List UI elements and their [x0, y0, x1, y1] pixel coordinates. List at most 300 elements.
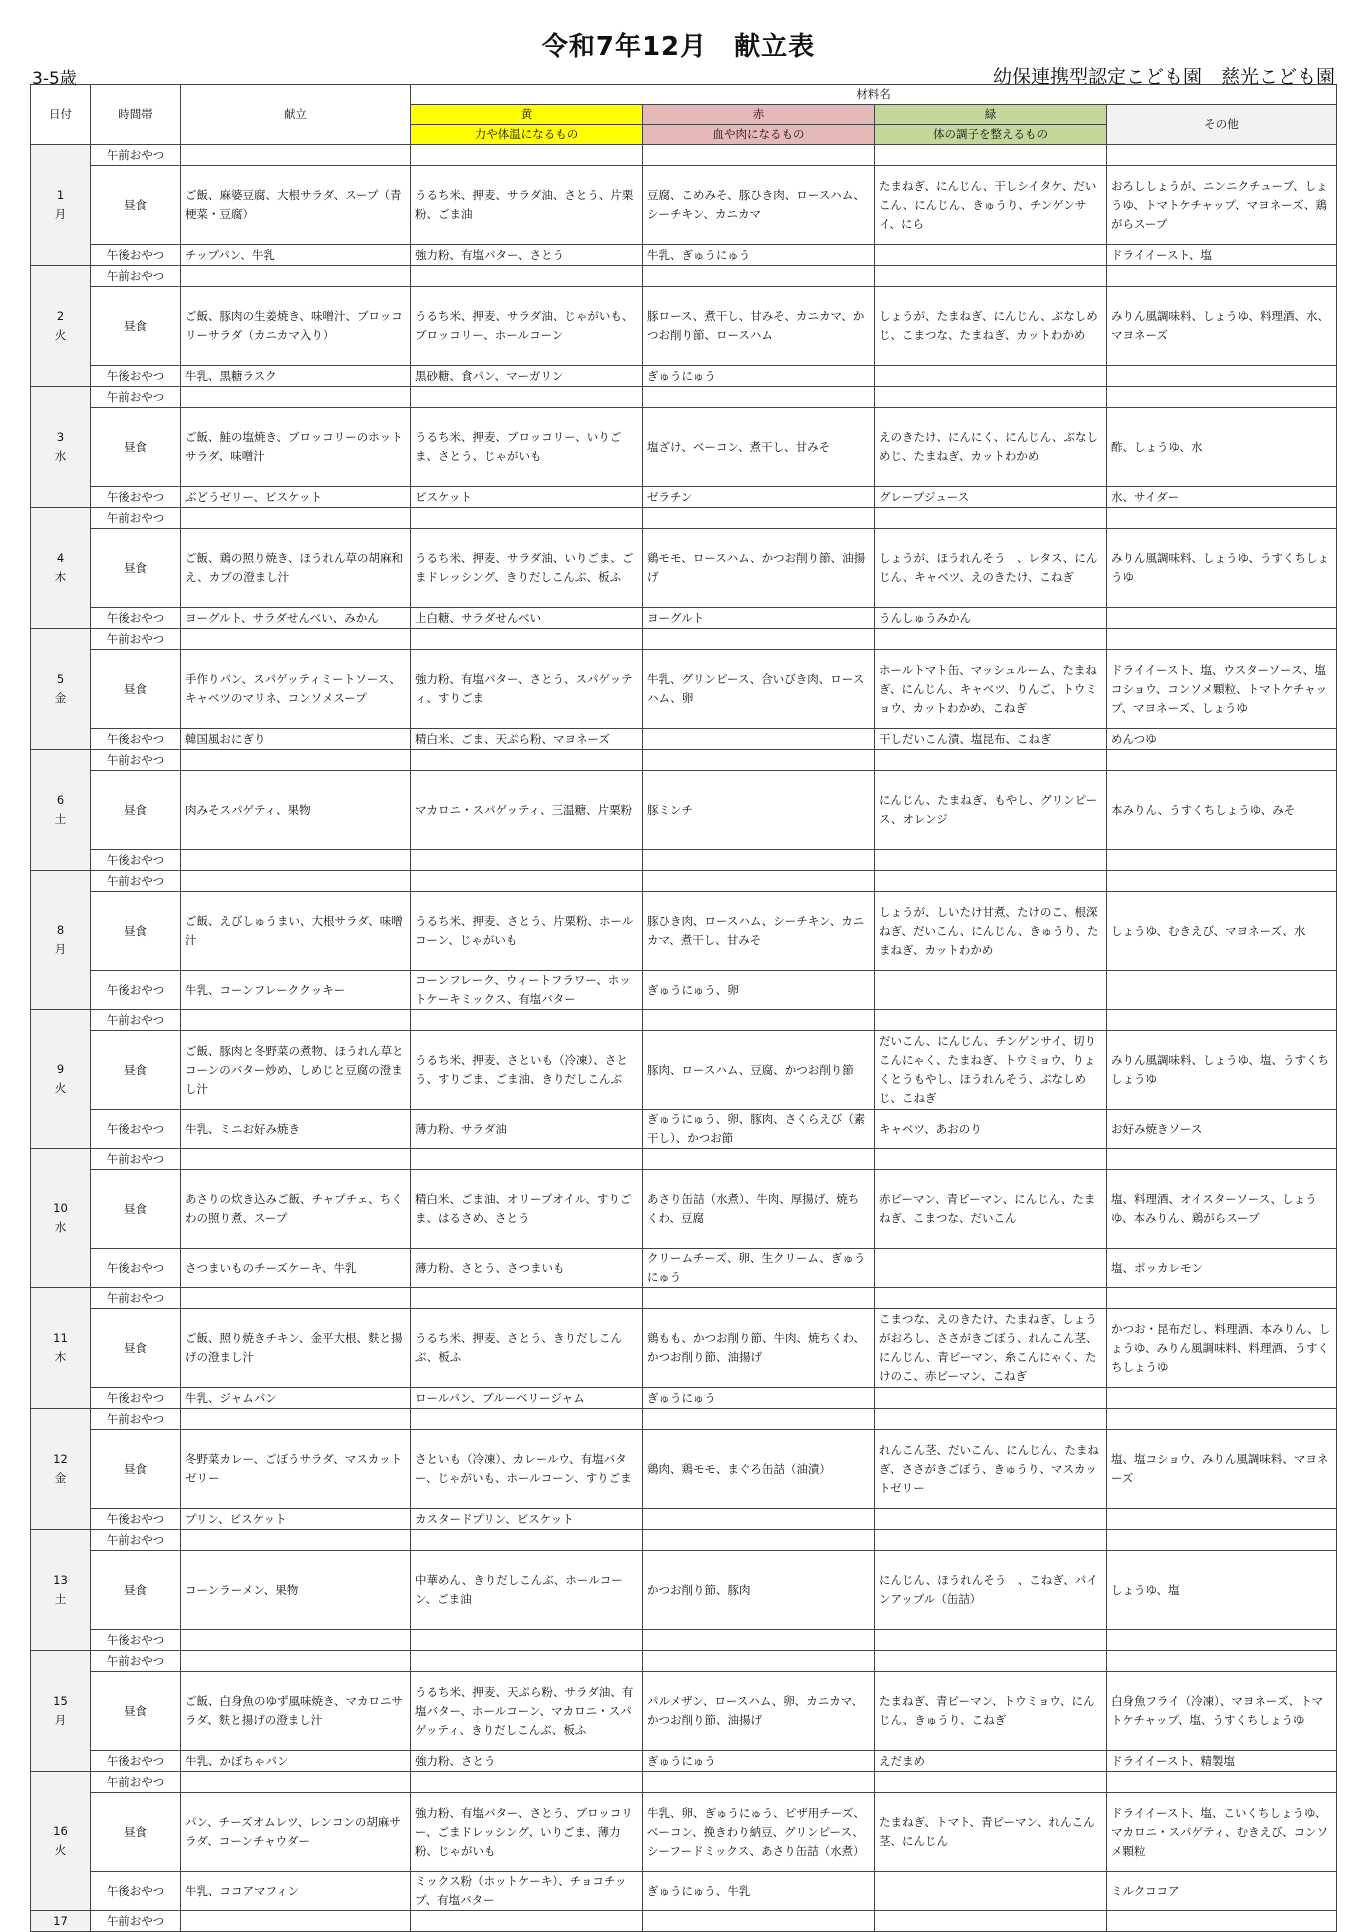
lunch-red-ingredients: 豚肉、ロースハム、豆腐、かつお削り節: [643, 1031, 875, 1110]
empty-cell: [643, 750, 875, 771]
lunch-green-ingredients: たまねぎ、青ピーマン、トウミョウ、にんじん、きゅうり、こねぎ: [875, 1672, 1107, 1751]
lunch-other-ingredients: かつお・昆布だし、料理酒、本みりん、しょうゆ、みりん風調味料、料理酒、うすくちしょうゆ: [1107, 1309, 1337, 1388]
school-name: 幼保連携型認定こども園 慈光こども園: [992, 66, 1335, 88]
empty-cell: [181, 871, 411, 892]
pm-green-ingredients: えだまめ: [875, 1751, 1107, 1772]
lunch-yellow-ingredients: マカロニ・スパゲッティ、三温糖、片栗粉: [411, 771, 643, 850]
empty-cell: [643, 266, 875, 287]
table-row: [31, 1409, 1337, 1430]
empty-cell: [1107, 508, 1337, 529]
table-row: [31, 366, 1337, 387]
date-number: 2: [56, 309, 65, 323]
table-row: [31, 1509, 1337, 1530]
pm-green-ingredients: [875, 1509, 1107, 1530]
time-pm: 午後おやつ: [91, 1249, 181, 1288]
empty-cell: [643, 145, 875, 166]
table-row: [31, 892, 1337, 971]
empty-cell: [875, 1772, 1107, 1793]
lunch-menu: コーンラーメン、果物: [181, 1551, 411, 1630]
date-cell: [31, 1409, 91, 1530]
pm-yellow-ingredients: ミックス粉（ホットケーキ）、チョコチップ、有塩バター: [411, 1872, 643, 1911]
empty-cell: [411, 629, 643, 650]
table-row: [31, 871, 1337, 892]
empty-cell: [1107, 750, 1337, 771]
time-pm: 午後おやつ: [91, 971, 181, 1010]
date-weekday: 金: [54, 1471, 67, 1485]
header-yellow: 黄: [411, 105, 643, 125]
table-row: [31, 1530, 1337, 1551]
lunch-yellow-ingredients: うるち米、押麦、さといも（冷凍）、さとう、すりごま、ごま油、きりだしこんぶ: [411, 1031, 643, 1110]
time-pm: 午後おやつ: [91, 1388, 181, 1409]
empty-cell: [1107, 145, 1337, 166]
lunch-other-ingredients: みりん風調味料、しょうゆ、塩、うすくちしょうゆ: [1107, 1031, 1337, 1110]
header-ingredients: 材料名: [411, 85, 1337, 105]
lunch-menu: あさりの炊き込みご飯、チャプチェ、ちくわの照り煮、スープ: [181, 1170, 411, 1249]
pm-green-ingredients: [875, 366, 1107, 387]
lunch-menu: 手作りパン、スパゲッティミートソース、キャベツのマリネ、コンソメスープ: [181, 650, 411, 729]
date-weekday: 水: [54, 449, 67, 463]
time-am: 午前おやつ: [91, 871, 181, 892]
empty-cell: [181, 750, 411, 771]
date-weekday: 土: [54, 1592, 67, 1606]
header-time: 時間帯: [91, 85, 181, 145]
pm-yellow-ingredients: ロールパン、ブルーベリージャム: [411, 1388, 643, 1409]
lunch-red-ingredients: 豚ひき肉、ロースハム、シーチキン、カニカマ、煮干し、甘みそ: [643, 892, 875, 971]
table-row: [31, 1010, 1337, 1031]
table-row: [31, 487, 1337, 508]
pm-red-ingredients: ぎゅうにゅう: [643, 1388, 875, 1409]
date-number: 4: [56, 551, 65, 565]
date-cell: [31, 1010, 91, 1149]
empty-cell: [875, 1010, 1107, 1031]
table-row: [31, 287, 1337, 366]
table-row: [31, 771, 1337, 850]
pm-other-ingredients: [1107, 1388, 1337, 1409]
header-menu: 献立: [181, 85, 411, 145]
date-cell: [31, 1149, 91, 1288]
empty-cell: [875, 1288, 1107, 1309]
time-am: 午前おやつ: [91, 1149, 181, 1170]
lunch-other-ingredients: みりん風調味料、しょうゆ、料理酒、水、マヨネーズ: [1107, 287, 1337, 366]
date-weekday: 月: [54, 207, 67, 221]
empty-cell: [411, 1651, 643, 1672]
table-row: [31, 145, 1337, 166]
time-lunch: 昼食: [91, 1430, 181, 1509]
empty-cell: [1107, 266, 1337, 287]
pm-menu: [181, 850, 411, 871]
header-red: 赤: [643, 105, 875, 125]
lunch-yellow-ingredients: うるち米、押麦、さとう、片栗粉、ホールコーン、じゃがいも: [411, 892, 643, 971]
date-cell: [31, 629, 91, 750]
time-lunch: 昼食: [91, 1031, 181, 1110]
pm-red-ingredients: [643, 729, 875, 750]
table-row: [31, 1872, 1337, 1911]
empty-cell: [643, 1149, 875, 1170]
date-cell: [31, 508, 91, 629]
time-lunch: 昼食: [91, 892, 181, 971]
time-pm: 午後おやつ: [91, 1872, 181, 1911]
pm-red-ingredients: ぎゅうにゅう: [643, 366, 875, 387]
lunch-menu: ご飯、麻婆豆腐、大根サラダ、スープ（青梗菜・豆腐）: [181, 166, 411, 245]
empty-cell: [643, 629, 875, 650]
time-lunch: 昼食: [91, 1672, 181, 1751]
date-cell: [31, 1651, 91, 1772]
empty-cell: [643, 387, 875, 408]
pm-menu: チップパン、牛乳: [181, 245, 411, 266]
lunch-menu: ご飯、豚肉と冬野菜の煮物、ほうれん草とコーンのバター炒め、しめじと豆腐の澄まし汁: [181, 1031, 411, 1110]
pm-yellow-ingredients: コーンフレーク、ウィートフラワー、ホットケーキミックス、有塩バター: [411, 971, 643, 1010]
empty-cell: [411, 508, 643, 529]
pm-menu: ヨーグルト、サラダせんべい、みかん: [181, 608, 411, 629]
time-am: 午前おやつ: [91, 1651, 181, 1672]
date-cell: [31, 871, 91, 1010]
empty-cell: [875, 1409, 1107, 1430]
pm-yellow-ingredients: 黒砂糖、食パン、マーガリン: [411, 366, 643, 387]
header-red-sub: 血や肉になるもの: [643, 125, 875, 145]
time-am: 午前おやつ: [91, 1911, 181, 1932]
time-lunch: 昼食: [91, 1793, 181, 1872]
empty-cell: [1107, 1772, 1337, 1793]
lunch-red-ingredients: 豚ロース、煮干し、甘みそ、カニカマ、かつお削り節、ロースハム: [643, 287, 875, 366]
empty-cell: [1107, 871, 1337, 892]
lunch-other-ingredients: しょうゆ、塩: [1107, 1551, 1337, 1630]
table-row: [31, 1672, 1337, 1751]
pm-other-ingredients: 塩、ポッカレモン: [1107, 1249, 1337, 1288]
header-green: 緑: [875, 105, 1107, 125]
empty-cell: [181, 1409, 411, 1430]
time-lunch: 昼食: [91, 1170, 181, 1249]
time-pm: 午後おやつ: [91, 1751, 181, 1772]
pm-yellow-ingredients: 薄力粉、さとう、さつまいも: [411, 1249, 643, 1288]
time-lunch: 昼食: [91, 408, 181, 487]
lunch-other-ingredients: ドライイースト、塩、ウスターソース、塩コショウ、コンソメ顆粒、トマトケチャップ、マヨネーズ、しょうゆ: [1107, 650, 1337, 729]
time-lunch: 昼食: [91, 529, 181, 608]
pm-green-ingredients: [875, 971, 1107, 1010]
empty-cell: [411, 871, 643, 892]
time-am: 午前おやつ: [91, 1288, 181, 1309]
empty-cell: [411, 266, 643, 287]
lunch-menu: ご飯、えびしゅうまい、大根サラダ、味噌汁: [181, 892, 411, 971]
menu-table: [30, 84, 1337, 1932]
empty-cell: [181, 1530, 411, 1551]
time-pm: 午後おやつ: [91, 487, 181, 508]
time-am: 午前おやつ: [91, 266, 181, 287]
date-weekday: 火: [54, 328, 67, 342]
table-row: [31, 1430, 1337, 1509]
pm-other-ingredients: めんつゆ: [1107, 729, 1337, 750]
empty-cell: [1107, 387, 1337, 408]
pm-green-ingredients: [875, 1630, 1107, 1651]
header-yellow-sub: 力や体温になるもの: [411, 125, 643, 145]
lunch-green-ingredients: しょうが、ほうれんそう 、レタス、にんじん、キャベツ、えのきたけ、こねぎ: [875, 529, 1107, 608]
lunch-green-ingredients: たまねぎ、にんじん、干しシイタケ、だいこん、にんじん、きゅうり、チンゲンサイ、にら: [875, 166, 1107, 245]
pm-red-ingredients: [643, 1509, 875, 1530]
lunch-menu: ご飯、鶏の照り焼き、ほうれん草の胡麻和え、カブの澄まし汁: [181, 529, 411, 608]
lunch-menu: 冬野菜カレー、ごぼうサラダ、マスカットゼリー: [181, 1430, 411, 1509]
empty-cell: [411, 1530, 643, 1551]
date-weekday: 木: [54, 1350, 67, 1364]
pm-red-ingredients: クリームチーズ、卵、生クリーム、ぎゅうにゅう: [643, 1249, 875, 1288]
table-row: [31, 729, 1337, 750]
time-am: 午前おやつ: [91, 1530, 181, 1551]
lunch-yellow-ingredients: うるち米、押麦、サラダ油、さとう、片栗粉、ごま油: [411, 166, 643, 245]
table-row: [31, 245, 1337, 266]
empty-cell: [181, 1010, 411, 1031]
empty-cell: [1107, 1530, 1337, 1551]
header-date: 日付: [31, 85, 91, 145]
lunch-green-ingredients: ホールトマト缶、マッシュルーム、たまねぎ、にんじん、キャベツ、りんご、トウミョウ、カットわかめ、こねぎ: [875, 650, 1107, 729]
pm-green-ingredients: うんしゅうみかん: [875, 608, 1107, 629]
empty-cell: [875, 750, 1107, 771]
empty-cell: [1107, 1010, 1337, 1031]
pm-other-ingredients: [1107, 366, 1337, 387]
time-am: 午前おやつ: [91, 750, 181, 771]
pm-other-ingredients: ドライイースト、精製塩: [1107, 1751, 1337, 1772]
empty-cell: [875, 266, 1107, 287]
age-group: 3-5歳: [32, 69, 77, 89]
time-pm: 午後おやつ: [91, 245, 181, 266]
empty-cell: [875, 1149, 1107, 1170]
empty-cell: [875, 508, 1107, 529]
pm-yellow-ingredients: 強力粉、有塩バター、さとう: [411, 245, 643, 266]
empty-cell: [643, 1530, 875, 1551]
pm-red-ingredients: ぎゅうにゅう、牛乳: [643, 1872, 875, 1911]
date-weekday: 火: [54, 1081, 67, 1095]
table-row: [31, 629, 1337, 650]
lunch-green-ingredients: たまねぎ、トマト、青ピーマン、れんこん茎、にんじん: [875, 1793, 1107, 1872]
date-number: 12: [53, 1452, 68, 1466]
table-row: [31, 1388, 1337, 1409]
table-row: [31, 1149, 1337, 1170]
date-number: 5: [56, 672, 65, 686]
empty-cell: [181, 387, 411, 408]
table-row: [31, 1630, 1337, 1651]
lunch-yellow-ingredients: 精白米、ごま油、オリーブオイル、すりごま、はるさめ、さとう: [411, 1170, 643, 1249]
time-pm: 午後おやつ: [91, 608, 181, 629]
table-row: [31, 650, 1337, 729]
lunch-green-ingredients: こまつな、えのきたけ、たまねぎ、しょうがおろし、ささがきごぼう、れんこん茎、にんじん、青ピーマン、糸こんにゃく、たけのこ、赤ピーマン、こねぎ: [875, 1309, 1107, 1388]
empty-cell: [875, 1911, 1107, 1932]
date-weekday: 水: [54, 1220, 67, 1234]
date-number: 1: [56, 188, 65, 202]
lunch-yellow-ingredients: さといも（冷凍）、カレールウ、有塩バター、じゃがいも、ホールコーン、すりごま: [411, 1430, 643, 1509]
empty-cell: [875, 871, 1107, 892]
lunch-yellow-ingredients: 中華めん、きりだしこんぶ、ホールコーン、ごま油: [411, 1551, 643, 1630]
pm-yellow-ingredients: 上白糖、サラダせんべい: [411, 608, 643, 629]
empty-cell: [875, 145, 1107, 166]
pm-green-ingredients: [875, 1249, 1107, 1288]
lunch-yellow-ingredients: うるち米、押麦、サラダ油、じゃがいも、ブロッコリー、ホールコーン: [411, 287, 643, 366]
lunch-yellow-ingredients: うるち米、押麦、天ぷら粉、サラダ油、有塩バター、ホールコーン、マカロニ・スパゲッティ、きりだしこんぶ、板ふ: [411, 1672, 643, 1751]
time-lunch: 昼食: [91, 650, 181, 729]
table-row: [31, 750, 1337, 771]
empty-cell: [181, 266, 411, 287]
time-lunch: 昼食: [91, 1551, 181, 1630]
pm-green-ingredients: [875, 1388, 1107, 1409]
lunch-green-ingredients: にんじん、ほうれんそう 、こねぎ、パインアップル（缶詰）: [875, 1551, 1107, 1630]
pm-red-ingredients: ぎゅうにゅう、卵: [643, 971, 875, 1010]
lunch-other-ingredients: 塩、塩コショウ、みりん風調味料、マヨネーズ: [1107, 1430, 1337, 1509]
empty-cell: [643, 871, 875, 892]
date-number: 13: [53, 1573, 68, 1587]
pm-other-ingredients: 水、サイダー: [1107, 487, 1337, 508]
pm-red-ingredients: [643, 850, 875, 871]
date-cell: [31, 1772, 91, 1911]
lunch-menu: ご飯、照り焼きチキン、金平大根、麩と揚げの澄まし汁: [181, 1309, 411, 1388]
pm-red-ingredients: ヨーグルト: [643, 608, 875, 629]
pm-other-ingredients: お好み焼きソース: [1107, 1110, 1337, 1149]
date-number: 9: [56, 1062, 65, 1076]
table-row: [31, 1110, 1337, 1149]
lunch-green-ingredients: えのきたけ、にんにく、にんじん、ぶなしめじ、たまねぎ、カットわかめ: [875, 408, 1107, 487]
empty-cell: [643, 1010, 875, 1031]
time-pm: 午後おやつ: [91, 1630, 181, 1651]
empty-cell: [411, 1149, 643, 1170]
lunch-red-ingredients: 鶏もも、かつお削り節、牛肉、焼ちくわ、かつお削り節、油揚げ: [643, 1309, 875, 1388]
empty-cell: [875, 387, 1107, 408]
time-lunch: 昼食: [91, 771, 181, 850]
table-row: [31, 971, 1337, 1010]
header-other: その他: [1107, 105, 1337, 145]
date-number: 17: [53, 1913, 68, 1928]
empty-cell: [875, 629, 1107, 650]
time-am: 午前おやつ: [91, 145, 181, 166]
table-row: [31, 1911, 1337, 1932]
time-am: 午前おやつ: [91, 1409, 181, 1430]
date-cell: [31, 145, 91, 266]
date-number: 15: [53, 1694, 68, 1708]
empty-cell: [181, 508, 411, 529]
pm-other-ingredients: ミルクココア: [1107, 1872, 1337, 1911]
pm-yellow-ingredients: [411, 1630, 643, 1651]
lunch-red-ingredients: パルメザン、ロースハム、卵、カニカマ、かつお削り節、油揚げ: [643, 1672, 875, 1751]
time-am: 午前おやつ: [91, 387, 181, 408]
table-row: [31, 266, 1337, 287]
table-row: [31, 1249, 1337, 1288]
empty-cell: [411, 1010, 643, 1031]
time-pm: 午後おやつ: [91, 1110, 181, 1149]
empty-cell: [1107, 1288, 1337, 1309]
time-lunch: 昼食: [91, 1309, 181, 1388]
table-row: [31, 1309, 1337, 1388]
table-row: [31, 1551, 1337, 1630]
time-am: 午前おやつ: [91, 1772, 181, 1793]
date-cell: [31, 1288, 91, 1409]
page-title: 令和7年12月 献立表: [541, 32, 816, 62]
date-weekday: 金: [54, 691, 67, 705]
table-row: [31, 529, 1337, 608]
date-weekday: 月: [54, 942, 67, 956]
date-number: 16: [53, 1824, 68, 1838]
pm-red-ingredients: ぎゅうにゅう、卵、豚肉、さくらえび（素干し）、かつお節: [643, 1110, 875, 1149]
empty-cell: [1107, 1651, 1337, 1672]
table-row: [31, 1793, 1337, 1872]
pm-other-ingredients: [1107, 850, 1337, 871]
lunch-other-ingredients: みりん風調味料、しょうゆ、うすくちしょうゆ: [1107, 529, 1337, 608]
empty-cell: [181, 145, 411, 166]
empty-cell: [1107, 1409, 1337, 1430]
lunch-red-ingredients: 豆腐、こめみそ、豚ひき肉、ロースハム、シーチキン、カニカマ: [643, 166, 875, 245]
time-pm: 午後おやつ: [91, 1509, 181, 1530]
empty-cell: [875, 1530, 1107, 1551]
date-number: 11: [53, 1331, 68, 1345]
pm-menu: [181, 1630, 411, 1651]
lunch-menu: パン、チーズオムレツ、レンコンの胡麻サラダ、コーンチャウダー: [181, 1793, 411, 1872]
lunch-green-ingredients: だいこん、にんじん、チンゲンサイ、切りこんにゃく、たまねぎ、トウミョウ、りょくとうもやし、ほうれんそう、ぶなしめじ、こねぎ: [875, 1031, 1107, 1110]
empty-cell: [643, 1409, 875, 1430]
lunch-yellow-ingredients: うるち米、押麦、サラダ油、いりごま、ごまドレッシング、きりだしこんぶ、板ふ: [411, 529, 643, 608]
table-row: [31, 1751, 1337, 1772]
empty-cell: [643, 508, 875, 529]
lunch-yellow-ingredients: 強力粉、有塩バター、さとう、ブロッコリー、ごまドレッシング、いりごま、薄力粉、じゃがいも: [411, 1793, 643, 1872]
pm-green-ingredients: [875, 1872, 1107, 1911]
pm-red-ingredients: ぎゅうにゅう: [643, 1751, 875, 1772]
pm-other-ingredients: ドライイースト、塩: [1107, 245, 1337, 266]
empty-cell: [411, 1288, 643, 1309]
time-pm: 午後おやつ: [91, 850, 181, 871]
pm-other-ingredients: [1107, 1630, 1337, 1651]
empty-cell: [411, 1772, 643, 1793]
pm-yellow-ingredients: カスタードプリン、ビスケット: [411, 1509, 643, 1530]
time-am: 午前おやつ: [91, 508, 181, 529]
lunch-other-ingredients: 塩、料理酒、オイスターソース、しょうゆ、本みりん、鶏がらスープ: [1107, 1170, 1337, 1249]
empty-cell: [181, 1149, 411, 1170]
pm-other-ingredients: [1107, 608, 1337, 629]
empty-cell: [643, 1651, 875, 1672]
lunch-red-ingredients: 塩ざけ、ベーコン、煮干し、甘みそ: [643, 408, 875, 487]
table-row: [31, 408, 1337, 487]
empty-cell: [643, 1772, 875, 1793]
empty-cell: [643, 1288, 875, 1309]
date-cell: [31, 266, 91, 387]
pm-menu: 牛乳、かぼちゃパン: [181, 1751, 411, 1772]
lunch-green-ingredients: しょうが、たまねぎ、にんじん、ぶなしめじ、こまつな、たまねぎ、カットわかめ: [875, 287, 1107, 366]
pm-menu: ぶどうゼリー、ビスケット: [181, 487, 411, 508]
lunch-menu: ご飯、豚肉の生姜焼き、味噌汁、ブロッコリーサラダ（カニカマ入り）: [181, 287, 411, 366]
empty-cell: [1107, 1911, 1337, 1932]
date-number: 6: [56, 793, 65, 807]
pm-green-ingredients: キャベツ、あおのり: [875, 1110, 1107, 1149]
lunch-other-ingredients: ドライイースト、塩、こいくちしょうゆ、マカロニ・スパゲティ、むきえび、コンソメ顆粒: [1107, 1793, 1337, 1872]
lunch-other-ingredients: 酢、しょうゆ、水: [1107, 408, 1337, 487]
pm-other-ingredients: [1107, 1509, 1337, 1530]
pm-red-ingredients: ゼラチン: [643, 487, 875, 508]
time-lunch: 昼食: [91, 166, 181, 245]
table-row: [31, 508, 1337, 529]
date-weekday: 月: [54, 1713, 67, 1727]
time-am: 午前おやつ: [91, 629, 181, 650]
table-row: [31, 387, 1337, 408]
table-row: [31, 1031, 1337, 1110]
pm-red-ingredients: 牛乳、ぎゅうにゅう: [643, 245, 875, 266]
pm-menu: 牛乳、ジャムパン: [181, 1388, 411, 1409]
empty-cell: [181, 1911, 411, 1932]
lunch-menu: ご飯、白身魚のゆず風味焼き、マカロニサラダ、麩と揚げの澄まし汁: [181, 1672, 411, 1751]
lunch-yellow-ingredients: うるち米、押麦、さとう、きりだしこんぶ、板ふ: [411, 1309, 643, 1388]
pm-yellow-ingredients: 精白米、ごま、天ぷら粉、マヨネーズ: [411, 729, 643, 750]
time-pm: 午後おやつ: [91, 366, 181, 387]
lunch-menu: ご飯、鮭の塩焼き、ブロッコリーのホットサラダ、味噌汁: [181, 408, 411, 487]
pm-menu: 牛乳、ココアマフィン: [181, 1872, 411, 1911]
empty-cell: [181, 1288, 411, 1309]
lunch-red-ingredients: 豚ミンチ: [643, 771, 875, 850]
pm-yellow-ingredients: ビスケット: [411, 487, 643, 508]
empty-cell: [411, 1409, 643, 1430]
time-lunch: 昼食: [91, 287, 181, 366]
table-row: [31, 850, 1337, 871]
header-green-sub: 体の調子を整えるもの: [875, 125, 1107, 145]
empty-cell: [181, 1772, 411, 1793]
